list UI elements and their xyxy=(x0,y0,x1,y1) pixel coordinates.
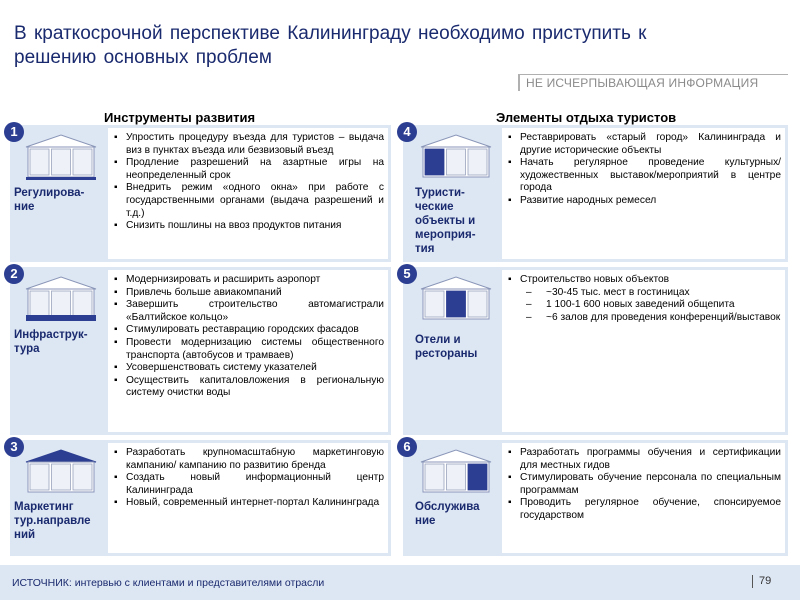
panel-service-description xyxy=(502,443,785,553)
list-item: ▪ Упростить процедуру въезда для туристов – выдача виз в пунктах въезда или безвизовый въезд xyxy=(112,132,384,157)
list-item: ▪ Создать новый информационный центр Калининграда xyxy=(112,472,384,497)
list-item: ▪ Внедрить режим «одного окна» при работе с государственными органами (выдача разрешений и т.д.) xyxy=(112,182,384,220)
building-icon xyxy=(417,133,495,181)
panel-attractions-description xyxy=(502,128,785,259)
list-item: ▪ Снизить пошлины на ввоз продуктов питания xyxy=(112,220,384,233)
list-item: ▪ Завершить строительство автомагистрали «Балтийское кольцо» xyxy=(112,299,384,324)
panel-infrastructure-description xyxy=(108,270,388,432)
list-item: ▪ Разработать программы обучения и сертификации для местных гидов xyxy=(506,447,781,472)
number-badge-5: 5 xyxy=(397,264,417,284)
list-subitem: – 1 100-1 600 новых заведений общепита xyxy=(506,299,781,312)
list-item: ▪ Осуществить капиталовложения в региональную систему очистки воды xyxy=(112,375,384,400)
list-item: ▪ Проводить регулярное обучение, спонсируемое государством xyxy=(506,497,781,522)
list-item: ▪ Развитие народных ремесел xyxy=(506,195,781,208)
panel-regulation-description xyxy=(108,128,388,259)
list-item: ▪ Провести модернизацию системы общественного транспорта (автобусов и трамваев) xyxy=(112,337,384,362)
right-column-title: Элементы отдыха туристов xyxy=(496,110,677,125)
number-badge-3: 3 xyxy=(4,437,24,457)
number-badge-4: 4 xyxy=(397,122,417,142)
building-icon xyxy=(22,448,100,496)
list-item: ▪ Реставрировать «старый город» Калининграда и другие исторические объекты xyxy=(506,132,781,157)
panel-label-infrastructure: Инфраструк- тура xyxy=(14,329,88,355)
list-item: ▪ Начать регулярное проведение культурных/художественных выставок/мероприятий в центре города xyxy=(506,157,781,195)
list-item: ▪ Модернизировать и расширить аэропорт xyxy=(112,274,384,287)
number-badge-1: 1 xyxy=(4,122,24,142)
disclaimer-label: НЕ ИСЧЕРПЫВАЮЩАЯ ИНФОРМАЦИЯ xyxy=(518,74,788,91)
panel-label-attractions: Туристи- ческие объекты и мероприя- тия xyxy=(415,187,476,255)
building-icon xyxy=(22,133,100,181)
list-item: ▪ Усовершенствовать систему указателей xyxy=(112,362,384,375)
list-item: ▪ Стимулировать обучение персонала по специальным программам xyxy=(506,472,781,497)
list-item: ▪ Разработать крупномасштабную маркетинговую кампанию/ кампанию по развитию бренда xyxy=(112,447,384,472)
list-item: ▪ Продление разрешений на азартные игры на неопределенный срок xyxy=(112,157,384,182)
left-column-title: Инструменты развития xyxy=(104,110,256,125)
list-item: ▪ Новый, современный интернет-портал Калининграда xyxy=(112,497,384,510)
panel-marketing-description xyxy=(108,443,388,553)
list-subitem: – ~30-45 тыс. мест в гостиницах xyxy=(506,287,781,300)
panel-label-hotels: Отели и рестораны xyxy=(415,334,478,360)
page-number: 79 xyxy=(752,575,771,588)
list-item: ▪ Стимулировать реставрацию городских фасадов xyxy=(112,324,384,337)
page-title: В краткосрочной перспективе Калининграду необходимо приступить к решению основных проблем xyxy=(14,23,647,68)
list-item: ▪ Строительство новых объектов xyxy=(506,274,781,287)
building-icon xyxy=(417,448,495,496)
number-badge-6: 6 xyxy=(397,437,417,457)
panel-hotels-description xyxy=(502,270,785,432)
number-badge-2: 2 xyxy=(4,264,24,284)
source-note: ИСТОЧНИК: интервью с клиентами и представителями отрасли xyxy=(12,577,325,589)
building-icon xyxy=(22,275,100,323)
panel-label-marketing: Маркетинг тур.направле ний xyxy=(14,501,91,541)
building-icon xyxy=(417,275,495,323)
list-item: ▪ Привлечь больше авиакомпаний xyxy=(112,287,384,300)
panel-label-regulation: Регулирова- ние xyxy=(14,187,85,213)
panel-label-service: Обслужива ние xyxy=(415,501,480,527)
list-subitem: – ~6 залов для проведения конференций/выставок xyxy=(506,312,781,325)
